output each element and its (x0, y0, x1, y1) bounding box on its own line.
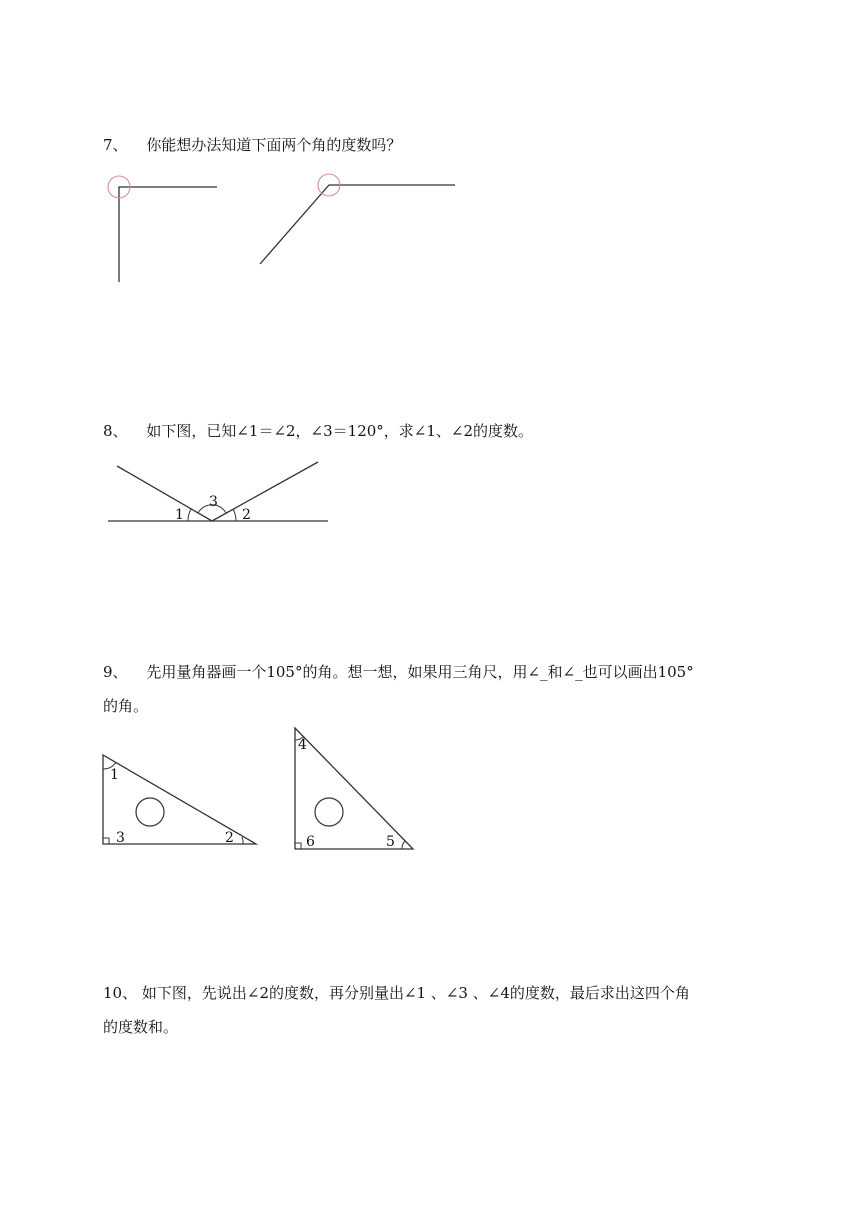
question-8-figure (100, 455, 340, 535)
triangle-a-hole (136, 798, 164, 826)
triangle-b (295, 728, 413, 849)
triangle-b-hole (315, 798, 343, 826)
question-10-continued (103, 1012, 178, 1042)
triangle-b-angle-5-arc (402, 841, 405, 849)
triangle-b-label-5: 5 (386, 834, 395, 850)
triangle-a-label-1: 1 (110, 767, 119, 783)
question-10 (103, 978, 690, 1008)
question-7 (103, 130, 401, 160)
question-number: 9、 (103, 663, 128, 681)
question-text-line1: 先用量角器画一个105°的角。想一想，如果用三角尺，用∠_和∠_也可以画出105° (146, 663, 694, 681)
triangle-a-angle-2-arc (242, 837, 243, 844)
angle-label-1: 1 (175, 507, 184, 523)
angle-label-3: 3 (209, 494, 218, 510)
triangle-a-right-angle-mark (103, 838, 109, 844)
right-angle-lines (119, 187, 217, 282)
question-8 (103, 416, 533, 446)
triangle-a-label-2: 2 (225, 830, 234, 846)
triangle-b-right-angle-mark (295, 843, 301, 849)
question-number: 10、 (103, 984, 138, 1002)
question-number: 8、 (103, 422, 128, 440)
obtuse-angle-lines (260, 185, 455, 264)
question-9-figure (95, 722, 425, 857)
triangle-a-label-3: 3 (116, 830, 125, 846)
right-ray (212, 462, 318, 521)
question-7-figure (100, 172, 480, 292)
angle-label-2: 2 (242, 507, 251, 523)
triangle-b-label-6: 6 (306, 834, 315, 850)
question-text: 如下图，已知∠1＝∠2，∠3＝120°，求∠1、∠2的度数。 (146, 422, 534, 440)
question-text-line2: 的度数和。 (103, 1018, 179, 1036)
triangle-b-label-4: 4 (298, 737, 307, 753)
question-9-continued (103, 691, 148, 721)
question-text-line2: 的角。 (103, 697, 149, 715)
angle-1-arc (188, 509, 191, 521)
question-text: 你能想办法知道下面两个角的度数吗？ (146, 136, 402, 154)
question-9 (103, 657, 694, 687)
angle-2-arc (233, 509, 236, 521)
question-text-line1: 如下图，先说出∠2的度数，再分别量出∠1 、∠3 、∠4的度数，最后求出这四个角 (141, 984, 690, 1002)
question-number: 7、 (103, 136, 128, 154)
